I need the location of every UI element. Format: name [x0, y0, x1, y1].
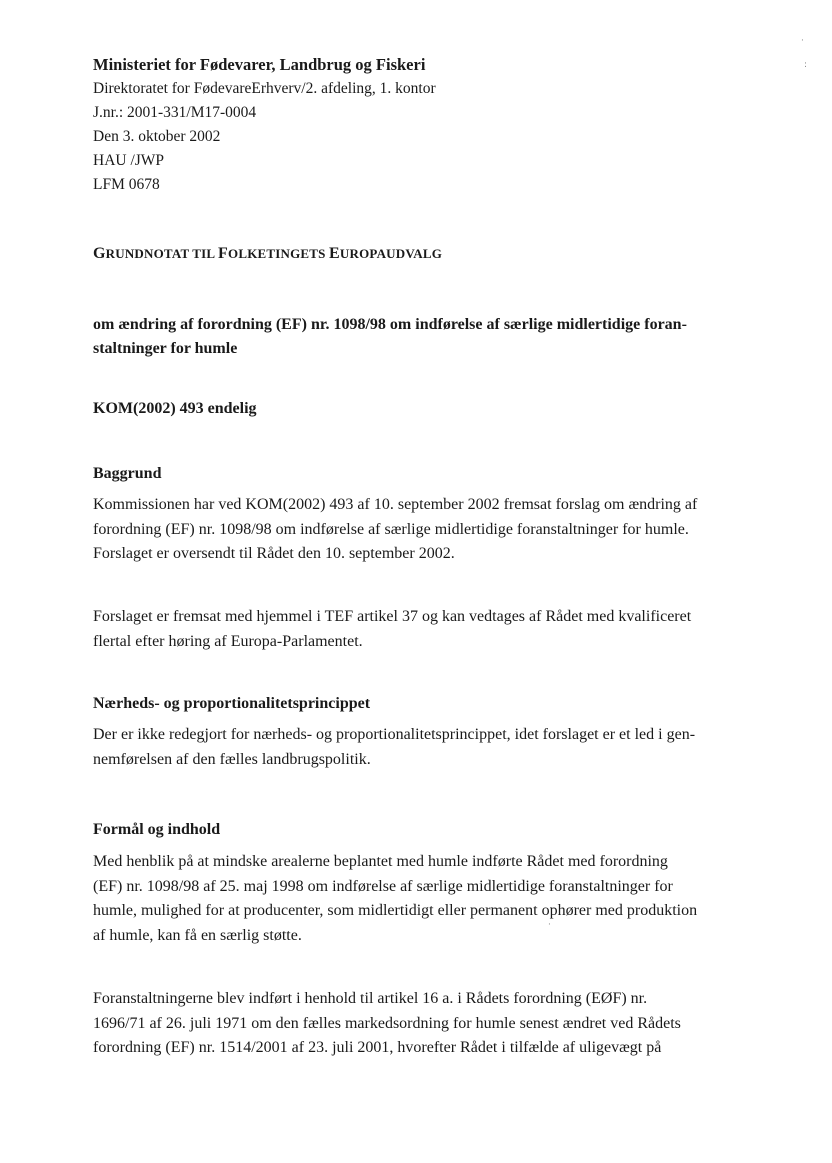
paragraph-naerhed-1 [93, 723, 695, 772]
document-subject [93, 313, 753, 361]
paragraph-line: humle, mulighed for at producenter, som midlertidigt eller permanent ophører med produktion [93, 902, 698, 919]
paragraph-formaal-1 [93, 850, 697, 948]
paragraph-line: Der er ikke redegjort for nærheds- og proportionalitetsprincippet, idet forslaget er et led i gen- [93, 726, 696, 743]
title-rest-1: RUNDNOTAT TIL [105, 246, 219, 261]
paragraph-line: Kommissionen har ved KOM(2002) 493 af 10. september 2002 fremsat forslag om ændring af [93, 496, 698, 513]
section-heading-formaal: Formål og indhold [93, 821, 221, 838]
paragraph-line: nemførelsen af den fælles landbrugspolitik. [93, 750, 371, 768]
paragraph-line: (EF) nr. 1098/98 af 25. maj 1998 om indførelse af særlige midlertidige foranstaltninger for [93, 877, 673, 895]
paragraph-line: forordning (EF) nr. 1514/2001 af 23. juli 2001, hvorefter Rådet i tilfælde af uligevægt på [93, 1039, 662, 1056]
subject-line-2: staltninger for humle [93, 340, 238, 357]
paragraph-formaal-2 [93, 987, 681, 1061]
section-heading-baggrund: Baggrund [93, 465, 162, 482]
ministry-name: Ministeriet for Fødevarer, Landbrug og Fiskeri [93, 55, 426, 74]
title-initial-1: G [93, 245, 106, 262]
document-date: Den 3. oktober 2002 [93, 128, 221, 145]
title-rest-3: UROPAUDVALG [339, 246, 443, 261]
paragraph-line: Forslaget er fremsat med hjemmel i TEF artikel 37 og kan vedtages af Rådet med kvalificeret [93, 608, 692, 625]
paragraph-baggrund-2 [93, 605, 691, 654]
paragraph-line: Foranstaltningerne blev indført i henhold til artikel 16 a. i Rådets forordning (EØF) nr. [93, 990, 648, 1007]
scan-mark: : [804, 60, 808, 70]
paragraph-line: flertal efter høring af Europa-Parlamentet. [93, 632, 363, 650]
scan-mark: · [801, 36, 804, 46]
paragraph-line: Forslaget er oversendt til Rådet den 10. september 2002. [93, 545, 455, 562]
title-initial-2: F [218, 245, 229, 262]
paragraph-line: Med henblik på at mindske arealerne beplantet med humle indførte Rådet med forordning [93, 853, 668, 870]
title-initial-3: E [329, 245, 340, 262]
scan-mark: · [548, 920, 551, 930]
subject-line-1: om ændring af forordning (EF) nr. 1098/98 om indførelse af særlige midlertidige foran- [93, 316, 687, 333]
paragraph-line: 1696/71 af 26. juli 1971 om den fælles markedsordning for humle senest ændret ved Rådets [93, 1014, 681, 1032]
paragraph-line: forordning (EF) nr. 1098/98 om indførelse af særlige midlertidige foranstaltninger for humle. [93, 520, 689, 538]
document-title [93, 245, 442, 263]
section-heading-naerhed: Nærheds- og proportionalitetsprincippet [93, 695, 371, 712]
paragraph-baggrund-1 [93, 493, 697, 567]
journal-number: J.nr.: 2001-331/M17-0004 [93, 104, 257, 121]
directorate-line: Direktoratet for FødevareErhverv/2. afdeling, 1. kontor [93, 80, 436, 97]
kom-reference: KOM(2002) 493 endelig [93, 400, 257, 417]
author-initials: HAU /JWP [93, 152, 165, 169]
reference-code: LFM 0678 [93, 176, 160, 193]
title-rest-2: OLKETINGETS [228, 246, 330, 261]
paragraph-line: af humle, kan få en særlig støtte. [93, 926, 302, 944]
